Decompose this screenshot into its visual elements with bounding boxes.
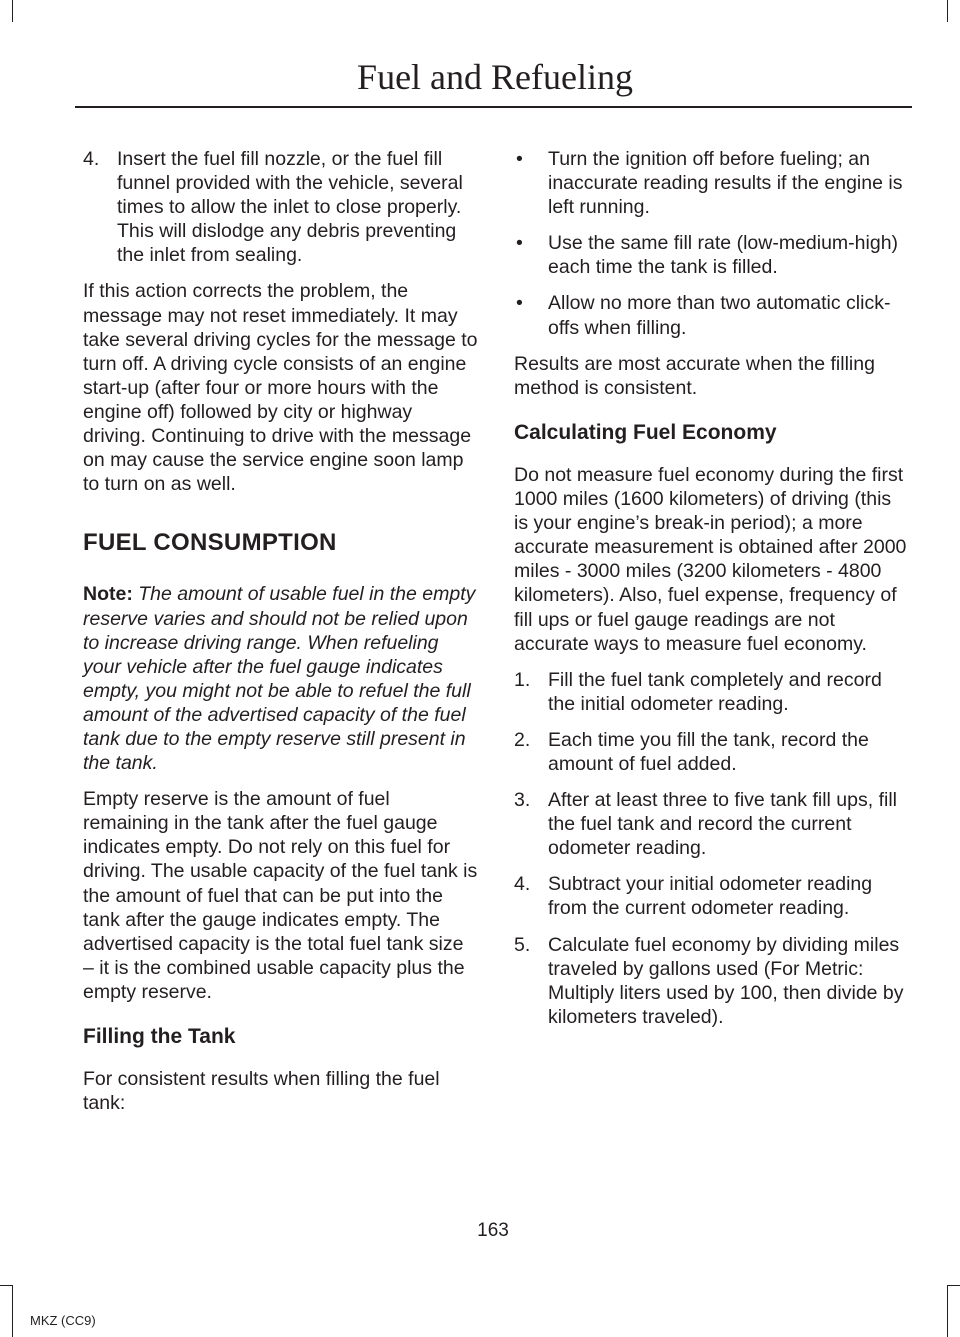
correction-paragraph: If this action corrects the problem, the message may not reset immediately. It may take several driving cycles for the message to turn off. A driving cycle consists of an engine start-up (after four or more hours with the engine off) followed by city or highway driving. Continuing to drive with the message on may cause the service engine soon lamp to turn on as well. [83,280,478,496]
step-item [514,668,909,716]
step-number: 3. [514,789,531,812]
crop-mark-top-left-vertical [12,0,13,22]
section-heading-fuel-consumption: FUEL CONSUMPTION [83,529,337,557]
crop-mark-bottom-right-horizontal [947,1285,960,1286]
note-paragraph [83,582,478,775]
step-number: 4. [514,873,531,896]
note-label: Note: [83,583,133,606]
step-item [514,872,909,920]
step-text: Insert the fuel fill nozzle, or the fuel fill funnel provided with the vehicle, several times to allow the inlet to close properly. This will dislodge any debris preventing the inlet from sealing. [117,148,463,267]
step-number: 2. [514,728,531,751]
bullet-item [514,291,909,339]
step-text: Each time you fill the tank, record the amount of fuel added. [548,728,869,775]
bullet-dot: • [516,148,523,170]
subheading-calculating-fuel-economy: Calculating Fuel Economy [514,420,777,444]
step-number: 5. [514,933,531,956]
bullet-dot: • [516,292,523,315]
header-divider [75,106,912,108]
note-text: The amount of usable fuel in the empty reserve varies and should not be relied upon to increase driving range. When refueling your vehicle after the fuel gauge indicates empty, you might not be able to refuel the full amount of the advertised capacity of the fuel tank due to the empty reserve still present in the tank. [83,583,476,775]
empty-reserve-paragraph: Empty reserve is the amount of fuel remaining in the tank after the fuel gauge indicates empty. Do not rely on this fuel for driving. The usable capacity of the fuel tank is the amount of fuel that can be put into the tank after the gauge indicates empty. The advertised capacity is the total fuel tank size – it is the combined usable capacity plus the empty reserve. [83,788,478,1003]
step-text: Fill the fuel tank completely and record the initial odometer reading. [548,668,882,715]
crop-mark-bottom-right-vertical [947,1285,948,1337]
step-item [514,788,909,860]
step-4-item [83,147,478,267]
page-number: 163 [477,1220,509,1241]
bullet-dot: • [516,232,523,255]
step-item [514,728,909,776]
bullet-text: Turn the ignition off before fueling; an inaccurate reading results if the engine is left running. [548,148,903,219]
document-code: MKZ (CC9) [30,1313,96,1328]
crop-mark-bottom-left-horizontal [0,1285,13,1286]
page-header-title: Fuel and Refueling [357,57,633,97]
subheading-filling-the-tank: Filling the Tank [83,1025,236,1048]
crop-mark-top-right-vertical [947,0,948,22]
crop-mark-bottom-left-vertical [12,1285,13,1337]
right-column [514,147,909,1041]
calc-paragraph: Do not measure fuel economy during the first 1000 miles (1600 kilometers) of driving (this is your engine’s break-in period); a more accurate measurement is obtained after 2000 miles - 3000 miles (3200 kilometers - 4800 kilometers). Also, fuel expense, frequency of fill ups or fuel gauge readings are not accurate ways to measure fuel economy. [514,463,907,655]
bullet-item [514,231,909,279]
bullet-text: Use the same fill rate (low-medium-high) each time the tank is filled. [548,232,899,279]
results-paragraph: Results are most accurate when the filling method is consistent. [514,352,875,399]
step-text: Calculate fuel economy by dividing miles traveled by gallons used (For Metric: Multiply liters used by 100, then divide by kilometers traveled). [548,933,904,1028]
step-number: 4. [83,148,100,170]
filling-paragraph: For consistent results when filling the fuel tank: [83,1068,440,1115]
bullet-text: Allow no more than two automatic click-offs when filling. [548,292,891,339]
bullet-item [514,147,909,219]
step-text: Subtract your initial odometer reading from the current odometer reading. [548,873,873,920]
step-text: After at least three to five tank fill ups, fill the fuel tank and record the current odometer reading. [548,789,897,860]
step-number: 1. [514,668,531,691]
step-item [514,933,909,1029]
left-column [83,147,478,1127]
